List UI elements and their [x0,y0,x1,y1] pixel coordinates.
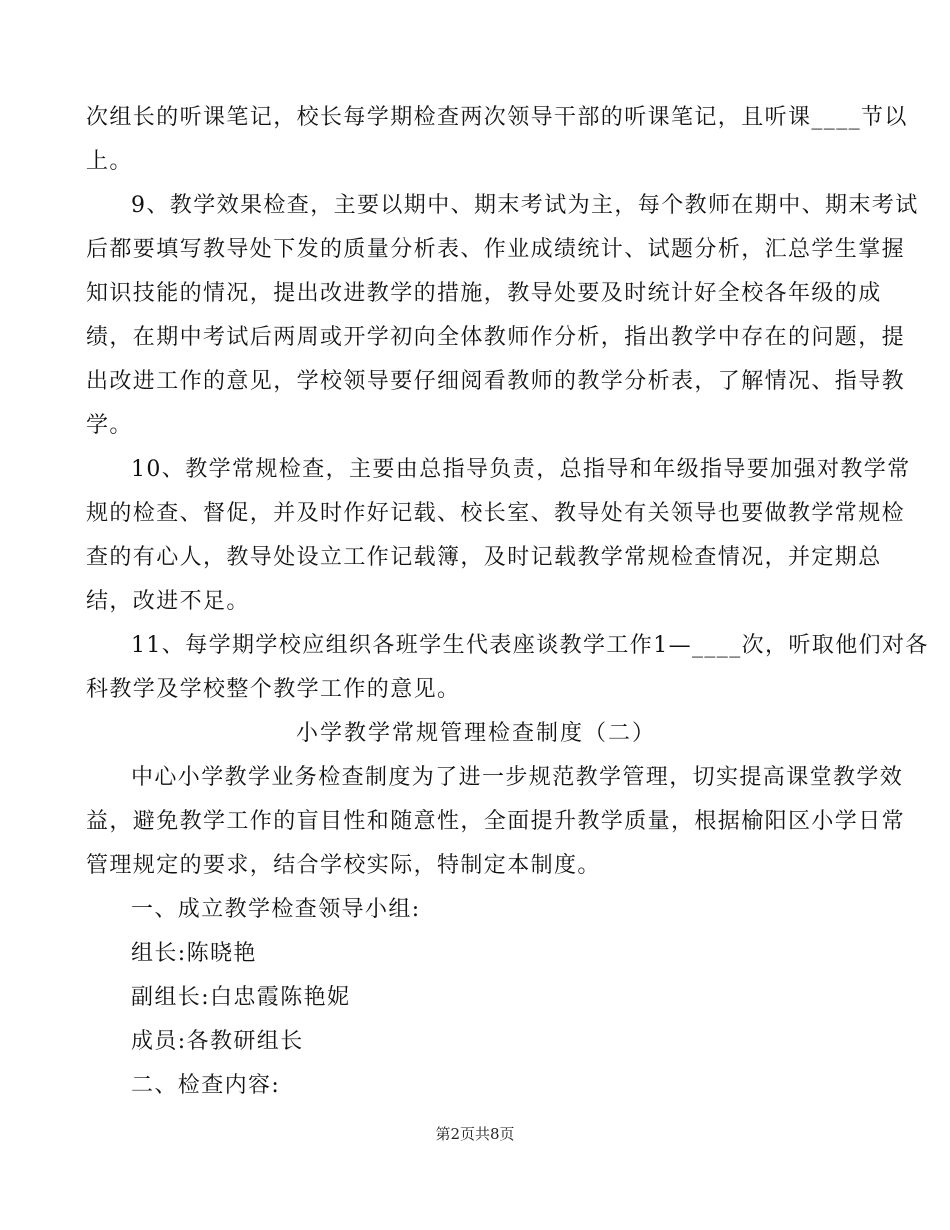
members: 成员:各教研组长 [131,1029,304,1054]
text-line: 绩，在期中考试后两周或开学初向全体教师作分析，指出教学中存在的问题，提 [86,325,906,350]
text-line: 后都要填写教导处下发的质量分析表、作业成绩统计、试题分析，汇总学生掌握 [86,237,906,262]
heading-leadership-group: 一、成立教学检查领导小组: [131,897,421,922]
paragraph-9-start: 9、教学效果检查，主要以期中、期末考试为主，每个教师在期中、期末考试 [131,193,919,218]
intro-paragraph-start: 中心小学教学业务检查制度为了进一步规范教学管理，切实提高课堂教学效 [131,765,904,790]
text-line: 次组长的听课笔记，校长每学期检查两次领导干部的听课笔记，且听课____节以 [86,105,908,130]
text-line: 查的有心人，教导处设立工作记载簿，及时记载教学常规检查情况，并定期总 [86,545,882,570]
deputy-leaders: 副组长:白忠霞陈艳妮 [131,985,351,1010]
section-title: 小学教学常规管理检查制度（二） [295,721,656,746]
text-line: 结，改进不足。 [86,589,250,614]
paragraph-11-start: 11、每学期学校应组织各班学生代表座谈教学工作1—____次，听取他们对各 [131,633,929,658]
text-line: 上。 [86,149,133,174]
heading-inspection-content: 二、检查内容: [131,1073,281,1098]
group-leader: 组长:陈晓艳 [131,941,257,966]
document-body [86,96,929,1108]
paragraph-10-start: 10、教学常规检查，主要由总指导负责，总指导和年级指导要加强对教学常 [131,457,911,482]
text-line: 科教学及学校整个教学工作的意见。 [86,677,461,702]
text-line: 知识技能的情况，提出改进教学的措施，教导处要及时统计好全校各年级的成 [86,281,882,306]
text-line: 学。 [86,413,133,438]
text-line: 益，避免教学工作的盲目性和随意性，全面提升教学质量，根据榆阳区小学日常 [86,809,906,834]
page-number: 第2页共8页 [435,1125,515,1143]
text-line: 规的检查、督促，并及时作好记载、校长室、教导处有关领导也要做教学常规检 [86,501,906,526]
text-line: 管理规定的要求，结合学校实际，特制定本制度。 [86,853,601,878]
text-line: 出改进工作的意见，学校领导要仔细阅看教师的教学分析表，了解情况、指导教 [86,369,906,394]
